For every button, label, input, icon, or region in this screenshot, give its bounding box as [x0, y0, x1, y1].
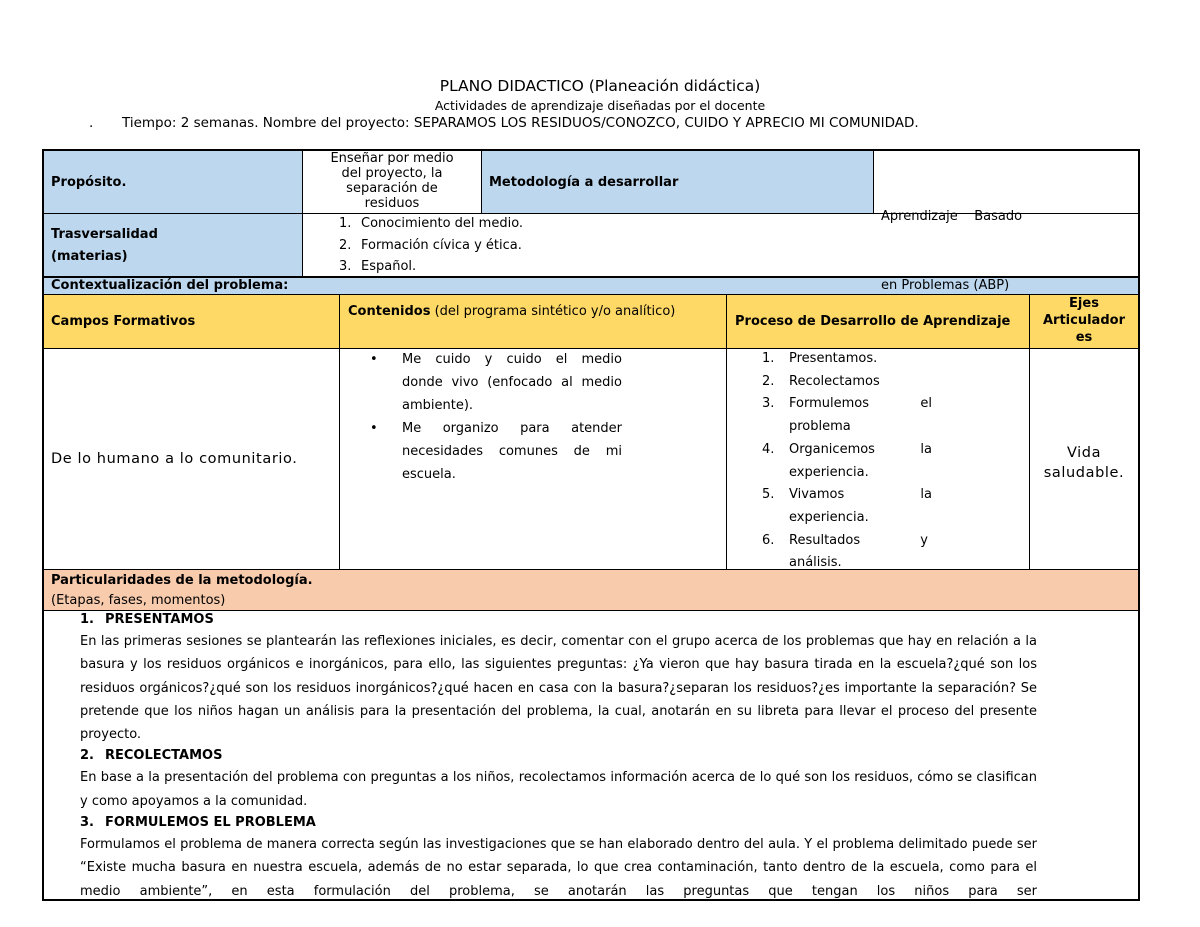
trasversalidad-label: Trasversalidad (materias)	[51, 227, 158, 264]
section-heading: 3. FORMULEMOS EL PROBLEMA	[80, 815, 316, 831]
contenidos-header: Contenidos (del programa sintético y/o analítico)	[348, 304, 676, 319]
grid-line	[726, 295, 727, 569]
trasversalidad-list	[339, 213, 523, 278]
methodology-sections	[80, 610, 1037, 899]
list-item: 2. Formación cívica y ética.	[339, 237, 522, 253]
campo-formativo-value: De lo humano a lo comunitario.	[51, 451, 298, 467]
page-subtitle: Actividades de aprendizaje diseñadas por el docente	[434, 98, 766, 113]
metodologia-label: Metodología a desarrollar	[489, 175, 679, 190]
list-item: 1. Conocimiento del medio.	[339, 216, 524, 231]
page-title: PLANO DIDACTICO (Planeación didáctica)	[439, 77, 761, 95]
proceso-header: Proceso de Desarrollo de Aprendizaje	[735, 314, 1011, 329]
grid-line	[44, 569, 1138, 570]
ejes-header: Ejes Articulador es	[1043, 296, 1125, 345]
time-bullet: .	[89, 115, 94, 131]
time-and-project-line: Tiempo: 2 semanas. Nombre del proyecto: SEPARAMOS LOS RESIDUOS/CONOZCO, CUIDO Y APRECIO MI COMUNIDAD.	[122, 115, 919, 131]
list-item: 4. Organicemos la experiencia.	[762, 441, 932, 480]
list-item: 2. Recolectamos	[762, 373, 880, 389]
section-heading: 2. RECOLECTAMOS	[80, 748, 223, 764]
section-text: Formulamos el problema de manera correcta según las investigaciones que se han elaborado dentro del aula. Y el problema delimitado puede ser “Existe mucha basura en nuestra escuela, además de no estar separada, lo que crea contaminación, tanto dentro de la escuela, como para el medio ambiente”, en esta formulación del problema, se anotarán las preguntas que tengan los niños para ser	[80, 837, 1037, 899]
proposito-text: Enseñar por medio del proyecto, la separación de residuos	[330, 151, 454, 211]
campos-header: Campos Formativos	[51, 314, 196, 329]
contenidos-list	[370, 348, 622, 486]
list-item: • Me organizo para atender necesidades comunes de mi escuela.	[370, 421, 622, 482]
list-item: • Me cuido y cuido el medio donde vivo (enfocado al medio ambiente).	[370, 352, 622, 413]
list-item: 5. Vivamos la experiencia.	[762, 487, 932, 525]
list-item: 1. Presentamos.	[762, 351, 878, 366]
grid-line	[339, 295, 340, 569]
section-text: En las primeras sesiones se plantearán las reflexiones iniciales, es decir, comentar con el grupo acerca de los problemas que hay en relación a la basura y los residuos orgánicos e inorgánicos, para ello, las siguientes preguntas: ¿Ya vieron que hay basura tirada en la escuela?¿qué son los residuos orgánicos?¿qué son los residuos inorgánicos?¿qué hacen en casa con la basura?¿separan los residuos?¿es importante la separación? Se pretende que los niños hagan un análisis para la presentación del problema, la cual, anotarán en su libreta para llevar el proceso del presente proyecto.	[80, 634, 1037, 743]
particularidades-title: Particularidades de la metodología.	[51, 573, 313, 588]
proposito-label: Propósito.	[51, 175, 127, 190]
list-item: 6. Resultados y análisis.	[762, 532, 928, 571]
section-heading: 1. PRESENTAMOS	[80, 612, 214, 627]
list-item: 3. Español.	[339, 259, 417, 274]
proceso-list	[762, 348, 932, 575]
metodologia-text: Aprendizaje Basado en Problemas (ABP)	[881, 209, 1023, 293]
grid-line	[873, 151, 874, 213]
ejes-value: Vida saludable.	[1043, 445, 1125, 481]
section-text: En base a la presentación del problema con preguntas a los niños, recolectamos información acerca de lo qué son los residuos, cómo se clasifican y como apoyamos a la comunidad.	[80, 770, 1037, 809]
list-item: 3. Formulemos el problema	[762, 396, 932, 435]
contexto-label: Contextualización del problema:	[51, 278, 289, 293]
particularidades-subtitle: (Etapas, fases, momentos)	[51, 593, 226, 608]
grid-line	[481, 151, 482, 213]
